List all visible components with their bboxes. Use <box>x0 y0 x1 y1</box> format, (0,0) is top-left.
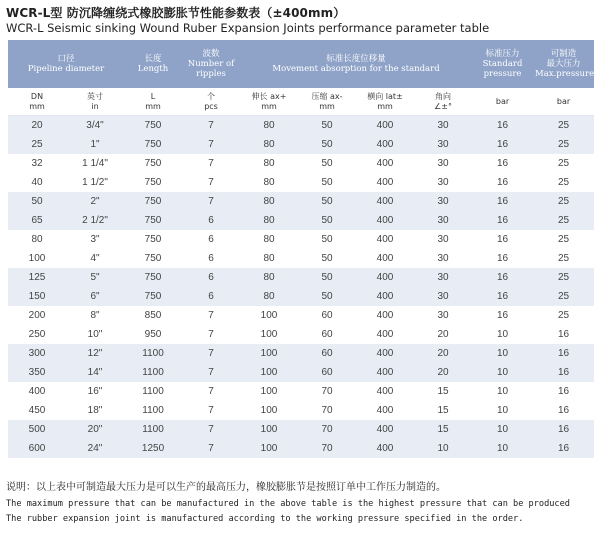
table-cell: 10 <box>472 344 533 363</box>
table-cell: 6 <box>208 234 214 245</box>
table-cell: 20 <box>437 329 449 340</box>
table-row <box>8 154 594 173</box>
table-cell: 80 <box>31 234 43 245</box>
table-cell: 16 <box>557 329 570 340</box>
unit-cell: bar <box>472 88 533 116</box>
table-cell: 7 <box>182 439 240 458</box>
table-cell: 24" <box>66 439 124 458</box>
table-cell: 400 <box>376 405 394 416</box>
table-row <box>8 420 594 439</box>
table-row <box>8 401 594 420</box>
table-cell: 50 <box>298 287 356 306</box>
table-cell: 65 <box>8 211 66 230</box>
table-cell: 750 <box>124 211 182 230</box>
table-cell: 80 <box>263 158 275 169</box>
table-cell: 400 <box>28 386 46 397</box>
table-cell: 6 <box>208 253 214 264</box>
table-cell: 2" <box>66 192 124 211</box>
page-title-en: WCR-L Seismic sinking Wound Ruber Expansion Joints performance parameter table <box>6 21 490 35</box>
table-cell: 400 <box>376 158 394 169</box>
table-cell: 250 <box>28 329 46 340</box>
table-cell: 10 <box>414 439 472 458</box>
table-cell: 60 <box>298 363 356 382</box>
table-cell: 70 <box>321 386 333 397</box>
table-row <box>8 287 594 306</box>
table-cell: 15 <box>437 386 449 397</box>
table-cell: 30 <box>414 287 472 306</box>
unit-cell: 角向 ∠±° <box>414 88 472 116</box>
table-cell: 30 <box>414 116 472 136</box>
table-cell: 400 <box>376 386 394 397</box>
table-cell: 7 <box>208 405 214 416</box>
table-cell: 100 <box>260 329 278 340</box>
table-row <box>8 268 594 287</box>
table-cell: 50 <box>321 234 333 245</box>
table-cell: 25 <box>557 158 570 169</box>
table-cell: 70 <box>298 420 356 439</box>
table-cell: 30 <box>414 211 472 230</box>
table-cell: 950 <box>144 329 162 340</box>
table-cell: 750 <box>124 192 182 211</box>
table-cell: 750 <box>124 116 182 136</box>
table-cell: 70 <box>298 439 356 458</box>
table-cell: 25 <box>533 211 594 230</box>
table-cell: 7 <box>208 158 214 169</box>
table-cell: 80 <box>240 192 298 211</box>
table-cell: 7 <box>182 363 240 382</box>
table-cell: 50 <box>298 268 356 287</box>
table-cell: 16 <box>533 363 594 382</box>
table-cell: 16 <box>533 420 594 439</box>
unit-cell: 伸长 ax+ mm <box>240 88 298 116</box>
table-row <box>8 344 594 363</box>
table-cell: 30 <box>437 158 449 169</box>
table-cell: 4" <box>90 253 100 264</box>
table-cell: 10" <box>87 329 103 340</box>
table-cell: 16 <box>557 386 570 397</box>
table-cell: 60 <box>321 329 333 340</box>
table-cell: 10 <box>496 405 509 416</box>
table-cell: 2 1/2" <box>66 211 124 230</box>
table-cell: 400 <box>356 116 414 136</box>
table-cell: 1100 <box>124 420 182 439</box>
table-cell: 5" <box>66 268 124 287</box>
table-cell: 80 <box>263 253 275 264</box>
unit-row <box>8 88 594 116</box>
table-cell: 16 <box>472 192 533 211</box>
table-cell: 60 <box>321 310 333 321</box>
table-cell: 1100 <box>124 344 182 363</box>
table-cell: 500 <box>8 420 66 439</box>
table-row <box>8 325 594 344</box>
table-cell: 70 <box>321 405 333 416</box>
table-cell: 100 <box>28 253 46 264</box>
table-cell: 16 <box>472 135 533 154</box>
table-cell: 400 <box>356 439 414 458</box>
table-cell: 7 <box>182 420 240 439</box>
page-title-cn: WCR-L型 防沉降缠绕式橡胶膨胀节性能参数表（±400mm） <box>6 6 346 20</box>
table-cell: 100 <box>260 405 278 416</box>
table-row <box>8 211 594 230</box>
table-row <box>8 192 594 211</box>
table-row <box>8 249 594 268</box>
table-cell: 400 <box>356 363 414 382</box>
table-cell: 100 <box>260 310 278 321</box>
table-cell: 400 <box>376 177 394 188</box>
table-cell: 16" <box>87 386 103 397</box>
unit-cell: L mm <box>124 88 182 116</box>
table-cell: 10 <box>472 363 533 382</box>
table-cell: 25 <box>557 177 570 188</box>
table-cell: 25 <box>533 116 594 136</box>
header-length: 长度 Length <box>124 40 182 88</box>
table-cell: 750 <box>144 177 162 188</box>
table-cell: 7 <box>182 344 240 363</box>
header-max-pressure: 可制造 最大压力 Max.pressure <box>533 40 594 88</box>
table-cell: 30 <box>414 135 472 154</box>
table-cell: 30 <box>437 310 449 321</box>
table-cell: 600 <box>8 439 66 458</box>
table-cell: 16 <box>496 177 509 188</box>
table-cell: 850 <box>144 310 162 321</box>
table-row <box>8 439 594 458</box>
table-cell: 750 <box>124 287 182 306</box>
table-cell: 750 <box>124 268 182 287</box>
table-cell: 1250 <box>124 439 182 458</box>
table-cell: 50 <box>298 192 356 211</box>
table-cell: 3/4" <box>66 116 124 136</box>
table-cell: 40 <box>31 177 43 188</box>
table-cell: 3" <box>90 234 100 245</box>
header-row <box>8 40 594 88</box>
table-cell: 1" <box>66 135 124 154</box>
table-cell: 25 <box>533 287 594 306</box>
table-cell: 16 <box>533 344 594 363</box>
table-cell: 50 <box>298 135 356 154</box>
table-cell: 50 <box>321 253 333 264</box>
table-cell: 25 <box>557 310 570 321</box>
table-cell: 20" <box>66 420 124 439</box>
table-cell: 750 <box>144 158 162 169</box>
table-cell: 80 <box>240 287 298 306</box>
table-cell: 750 <box>144 253 162 264</box>
table-cell: 25 <box>533 192 594 211</box>
table-cell: 30 <box>437 177 449 188</box>
table-cell: 30 <box>414 192 472 211</box>
table-cell: 50 <box>8 192 66 211</box>
table-cell: 50 <box>298 116 356 136</box>
table-cell: 100 <box>240 363 298 382</box>
table-cell: 16 <box>557 405 570 416</box>
table-cell: 16 <box>496 253 509 264</box>
table-cell: 1100 <box>124 363 182 382</box>
table-cell: 6" <box>66 287 124 306</box>
table-cell: 8" <box>90 310 100 321</box>
table-cell: 60 <box>298 344 356 363</box>
table-cell: 32 <box>31 158 43 169</box>
table-cell: 300 <box>8 344 66 363</box>
unit-cell: 横向 lat± mm <box>356 88 414 116</box>
table-cell: 100 <box>240 344 298 363</box>
header-movement: 标准长度位移量 Movement absorption for the standard <box>240 40 472 88</box>
table-cell: 25 <box>533 268 594 287</box>
header-ripples: 波数 Number of ripples <box>182 40 240 88</box>
table-cell: 20 <box>8 116 66 136</box>
table-cell: 16 <box>496 158 509 169</box>
table-cell: 750 <box>144 234 162 245</box>
table-cell: 400 <box>376 329 394 340</box>
table-cell: 7 <box>208 177 214 188</box>
table-cell: 400 <box>356 344 414 363</box>
note-en-line-1: The maximum pressure that can be manufactured in the above table is the highest pressure that can be produced <box>6 499 570 509</box>
table-cell: 12" <box>66 344 124 363</box>
table-cell: 10 <box>496 329 509 340</box>
table-cell: 16 <box>496 234 509 245</box>
table-cell: 80 <box>263 234 275 245</box>
table-cell: 80 <box>240 135 298 154</box>
table-cell: 18" <box>87 405 103 416</box>
table-cell: 7 <box>208 386 214 397</box>
table-cell: 30 <box>414 268 472 287</box>
table-cell: 80 <box>263 177 275 188</box>
table-cell: 16 <box>472 268 533 287</box>
table-cell: 25 <box>557 253 570 264</box>
table-cell: 10 <box>472 439 533 458</box>
table-cell: 1100 <box>142 405 164 416</box>
unit-cell: 英寸 in <box>66 88 124 116</box>
parameter-table <box>8 40 594 458</box>
table-row <box>8 135 594 154</box>
table-cell: 30 <box>437 234 449 245</box>
table-cell: 450 <box>28 405 46 416</box>
note-en-line-2: The rubber expansion joint is manufactured according to the working pressure specified in the order. <box>6 514 524 524</box>
table-cell: 400 <box>376 234 394 245</box>
unit-cell: DN mm <box>8 88 66 116</box>
table-cell: 50 <box>321 177 333 188</box>
table-row <box>8 363 594 382</box>
table-cell: 400 <box>356 420 414 439</box>
header-standard-pressure: 标准压力 Standard pressure <box>472 40 533 88</box>
table-cell: 30 <box>437 253 449 264</box>
table-cell: 16 <box>472 116 533 136</box>
table-cell: 20 <box>414 363 472 382</box>
header-diameter: 口径 Pipeline diameter <box>8 40 124 88</box>
table-cell: 16 <box>533 439 594 458</box>
table-cell: 400 <box>356 211 414 230</box>
table-cell: 16 <box>472 287 533 306</box>
table-cell: 1100 <box>142 386 164 397</box>
table-cell: 125 <box>8 268 66 287</box>
table-cell: 100 <box>240 439 298 458</box>
table-cell: 6 <box>182 287 240 306</box>
table-row <box>8 116 594 136</box>
table-row <box>8 173 594 192</box>
table-cell: 14" <box>66 363 124 382</box>
table-cell: 7 <box>208 310 214 321</box>
table-cell: 400 <box>376 310 394 321</box>
table-cell: 80 <box>240 116 298 136</box>
table-cell: 10 <box>496 386 509 397</box>
table-cell: 6 <box>182 211 240 230</box>
table-cell: 750 <box>124 135 182 154</box>
table-cell: 50 <box>298 211 356 230</box>
table-cell: 25 <box>533 135 594 154</box>
table-cell: 1 1/2" <box>82 177 108 188</box>
unit-cell: bar <box>533 88 594 116</box>
table-cell: 50 <box>321 158 333 169</box>
table-cell: 20 <box>414 344 472 363</box>
table-cell: 15 <box>414 420 472 439</box>
table-cell: 25 <box>8 135 66 154</box>
table-cell: 400 <box>356 135 414 154</box>
table-cell: 7 <box>182 135 240 154</box>
table-cell: 10 <box>472 420 533 439</box>
note-cn: 说明：以上表中可制造最大压力是可以生产的最高压力，橡胶膨胀节是按照订单中工作压力制造的。 <box>6 482 446 493</box>
table-cell: 7 <box>208 329 214 340</box>
table-cell: 200 <box>28 310 46 321</box>
table-row <box>8 230 594 249</box>
table-cell: 7 <box>182 192 240 211</box>
table-cell: 100 <box>260 386 278 397</box>
table-cell: 80 <box>240 268 298 287</box>
table-cell: 1 1/4" <box>82 158 108 169</box>
table-cell: 400 <box>356 268 414 287</box>
table-cell: 100 <box>240 420 298 439</box>
table-cell: 15 <box>437 405 449 416</box>
table-cell: 25 <box>557 234 570 245</box>
table-cell: 16 <box>496 310 509 321</box>
table-cell: 400 <box>356 192 414 211</box>
unit-cell: 个 pcs <box>182 88 240 116</box>
table-cell: 7 <box>182 116 240 136</box>
table-cell: 150 <box>8 287 66 306</box>
table-cell: 16 <box>472 211 533 230</box>
table-cell: 6 <box>182 268 240 287</box>
unit-cell: 压缩 ax- mm <box>298 88 356 116</box>
table-cell: 350 <box>8 363 66 382</box>
table-row <box>8 382 594 401</box>
table-cell: 400 <box>376 253 394 264</box>
table-row <box>8 306 594 325</box>
table-cell: 80 <box>240 211 298 230</box>
table-cell: 400 <box>356 287 414 306</box>
